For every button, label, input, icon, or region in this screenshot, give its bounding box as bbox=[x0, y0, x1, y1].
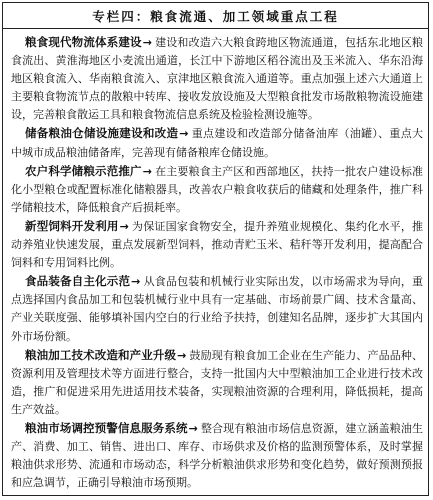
entry-heading: 新型饲料开发利用 bbox=[25, 218, 119, 233]
entry-heading: 食品装备自主化示范 bbox=[25, 274, 131, 289]
arrow-icon: → bbox=[188, 421, 198, 435]
entry-heading: 粮油加工技术改造和产业升级 bbox=[25, 347, 177, 362]
entry-body: 鼓励现有粮食加工企业在生产能力、产品品种、资源利用及管理技术等方面进行整合，支持一批国内大中型粮油加工企业进行技术改造，推广和促进采用先进适用技术装备，实现粮油资源的合理利用，降低损耗，提高生产效益。 bbox=[11, 348, 424, 416]
entry-body: 重点建设和改造部分储备油库（油罐）、重点大中城市成品粮油储备库，完善现有储备粮库仓储设施。 bbox=[11, 127, 424, 159]
arrow-icon: → bbox=[179, 127, 189, 141]
entry-heading: 农户科学储粮示范推广 bbox=[25, 163, 142, 178]
entry-logistics bbox=[11, 33, 423, 124]
entry-heading: 储备粮油仓储设施建设和改造 bbox=[25, 126, 179, 141]
arrow-icon: → bbox=[119, 219, 129, 233]
entry-body: 整合现有粮油市场信息资源，建立涵盖粮油生产、消费、加工、销售、进出口、库存、市场供求及价格的监测预警体系，及时掌握粮油供求形势、流通和市场动态，科学分析粮油供求形势和变化趋势，做好预测预报和应急调节，正确引导粮油市场预期。 bbox=[11, 421, 424, 490]
entry-heading: 粮食现代物流体系建设 bbox=[25, 35, 142, 49]
arrow-icon: → bbox=[177, 348, 187, 362]
arrow-icon: → bbox=[142, 36, 152, 49]
box-title: 专栏四：粮食流通、加工领域重点工程 bbox=[3, 3, 428, 29]
entry-food-equipment bbox=[11, 272, 423, 345]
arrow-icon: → bbox=[142, 164, 152, 178]
entry-body: 为保证国家食物安全，提升养殖业规模化、集约化水平，推动养殖业快速发展，重点发展新型饲料，推动青贮玉米、秸秆等开发利用，提高配合饲料和专用饲料比例。 bbox=[11, 219, 424, 270]
entry-body: 建设和改造六大粮食跨地区物流通道，包括东北地区粮食流出、黄淮海地区小麦流出通道，长江中下游地区稻谷流出及玉米流入、华东沿海地区粮食流入、华南粮食流入、京津地区粮食流入通道等。重点加强上述六大通道上主要粮食物流节点的散粮中转库、接收发放设施及大型粮食批发市场散粮物流设施建设，完善粮食散运工具和粮食物流信息系统及检验检测设施等。 bbox=[11, 36, 424, 122]
arrow-icon: → bbox=[131, 275, 141, 289]
entry-body: 在主要粮食主产区和西部地区，扶持一批农户建设标准化小型粮仓或配置标准化储粮器具，改善农户粮食收获后的储藏和处理条件，推广科学储粮技术，降低粮食产后损耗率。 bbox=[11, 164, 424, 214]
entry-farmer-storage bbox=[11, 162, 423, 217]
entry-processing-upgrade bbox=[11, 346, 423, 419]
special-column-box bbox=[2, 2, 429, 496]
box-content bbox=[3, 29, 428, 492]
entry-body: 从食品包装和机械行业实际出发，以市场需求为导向，重点选择国内食品加工和包装机械行业中具有一定基础、市场前景广阔、技术含量高、产业关联度强、能够填补国内空白的行业给予扶持，创建知名品牌，逐步扩大其国内外市场份额。 bbox=[11, 275, 424, 343]
entry-heading: 粮油市场调控预警信息服务系统 bbox=[25, 420, 188, 435]
entry-market-warning bbox=[11, 419, 423, 492]
entry-feed bbox=[11, 217, 423, 272]
entry-storage bbox=[11, 124, 423, 161]
